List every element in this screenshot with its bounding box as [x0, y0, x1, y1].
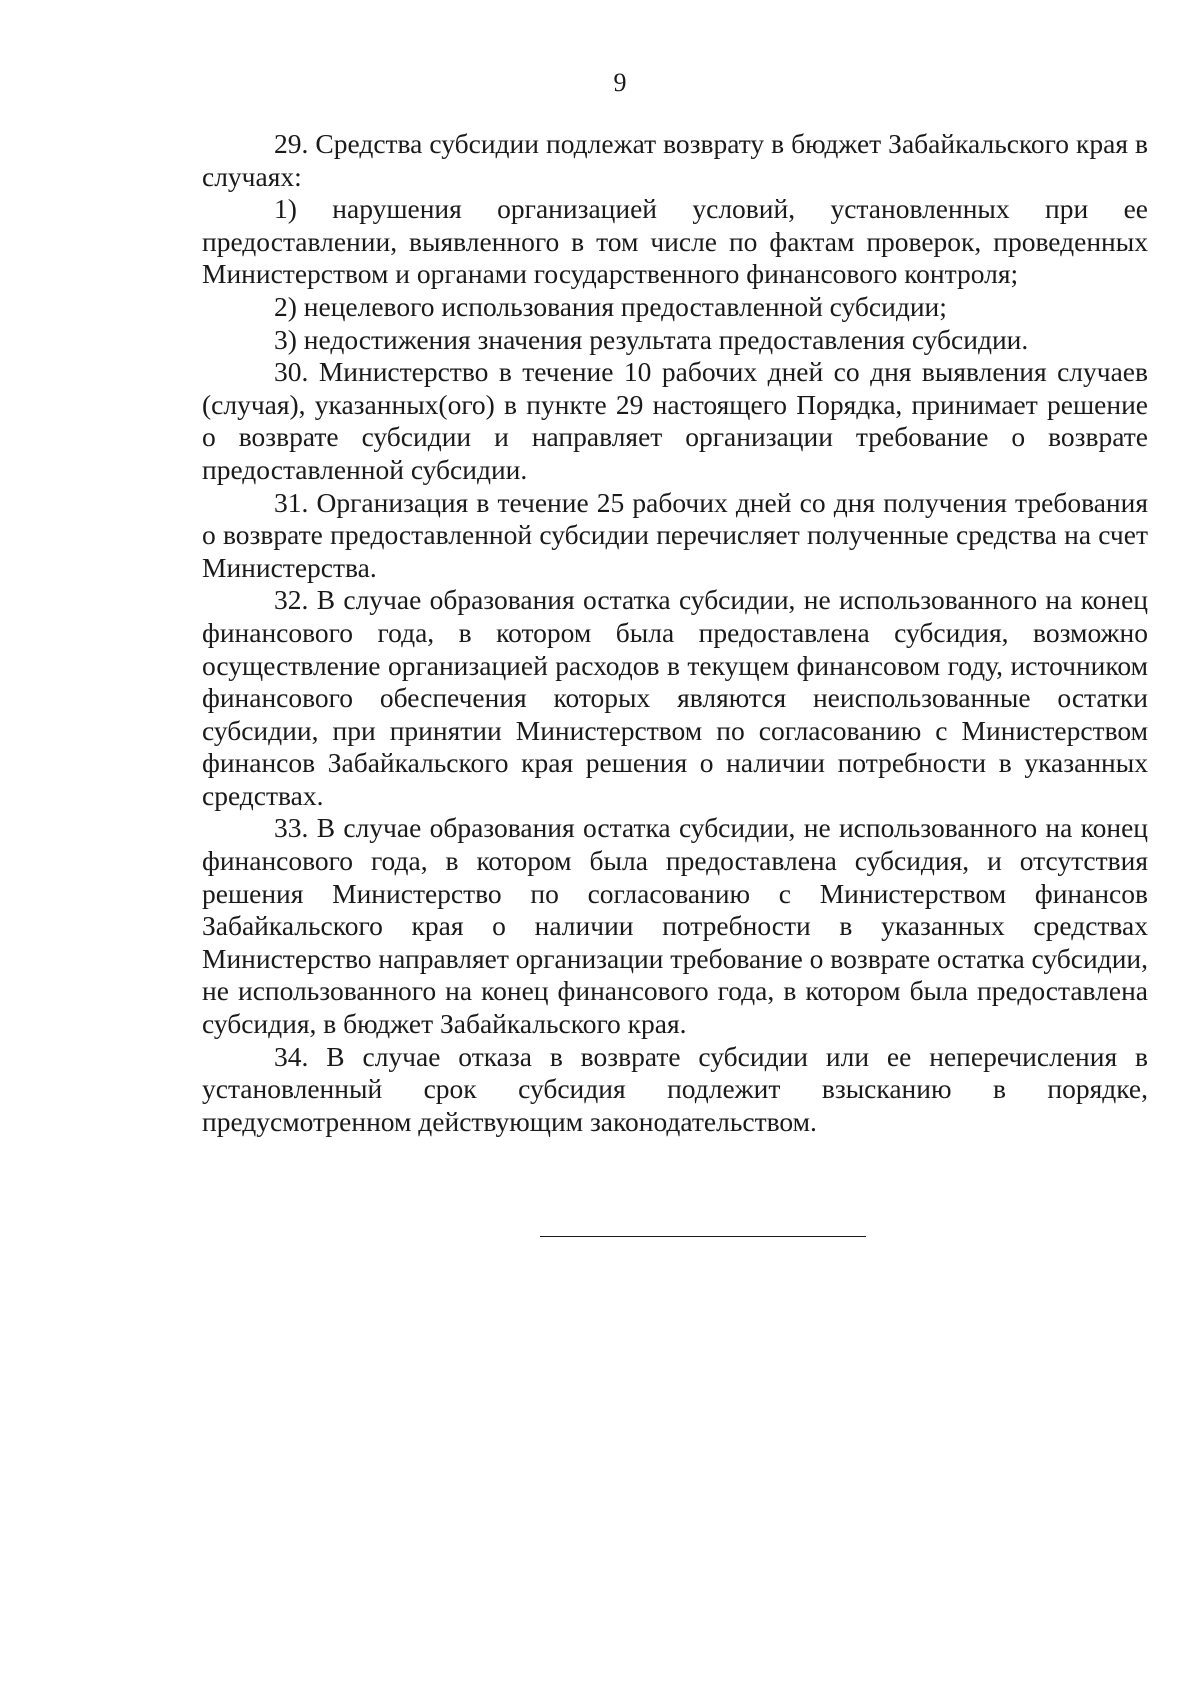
page-number: 9	[613, 68, 627, 97]
paragraph-33: 33. В случае образования остатка субсидии, не использованного на конец финансового года, в котором была предоставлена субсидия, и отсутствия решения Министерство по согласованию с Министерством финансов Забайкальского края о наличии потребности в указанных средствах Министерство направляет организации требование о возврате остатка субсидии, не использованного на конец финансового года, в котором была предоставлена субсидия, в бюджет Забайкальского края.	[202, 812, 1148, 1040]
paragraph-29-item-1: 1) нарушения организацией условий, установленных при ее предоставлении, выявленного в том числе по фактам проверок, проведенных Министерством и органами государственного финансового контроля;	[202, 193, 1148, 290]
paragraph-29: 29. Средства субсидии подлежат возврату в бюджет Забайкальского края в случаях:	[202, 128, 1148, 192]
document-body	[202, 128, 1148, 1138]
paragraph-32: 32. В случае образования остатка субсидии, не использованного на конец финансового года, в котором была предоставлена субсидия, возможно осуществление организацией расходов в текущем финансовом году, источником финансового обеспечения которых являются неиспользованные остатки субсидии, при принятии Министерством по согласованию с Министерством финансов Забайкальского края решения о наличии потребности в указанных средствах.	[202, 584, 1148, 811]
paragraph-29-item-2: 2) нецелевого использования предоставленной субсидии;	[274, 290, 947, 322]
paragraph-31: 31. Организация в течение 25 рабочих дней со дня получения требования о возврате предоставленной субсидии перечисляет полученные средства на счет Министерства.	[202, 486, 1148, 583]
paragraph-29-item-3: 3) недостижения значения результата предоставления субсидии.	[274, 323, 1029, 355]
end-of-document-rule	[540, 1236, 866, 1237]
paragraph-30: 30. Министерство в течение 10 рабочих дней со дня выявления случаев (случая), указанных(ого) в пункте 29 настоящего Порядка, принимает решение о возврате субсидии и направляет организации требование о возврате предоставленной субсидии.	[202, 356, 1148, 485]
paragraph-34: 34. В случае отказа в возврате субсидии или ее неперечисления в установленный срок субсидия подлежит взысканию в порядке, предусмотренном действующим законодательством.	[202, 1040, 1148, 1137]
